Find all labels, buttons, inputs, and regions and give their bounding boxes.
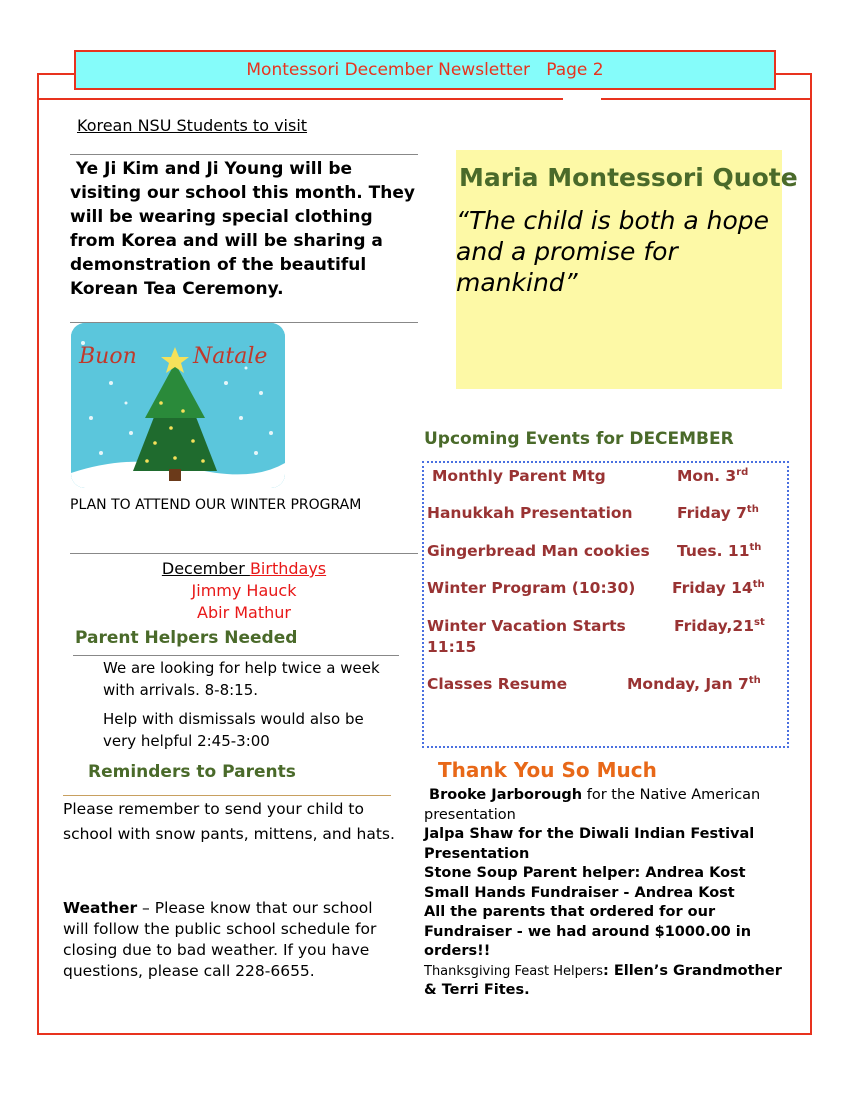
birthdays-heading: December Birthdays: [161, 559, 327, 578]
event-date: Friday,21st: [674, 617, 765, 636]
event-date: Monday, Jan 7th: [627, 675, 761, 694]
divider: [73, 655, 399, 656]
newsletter-header: [74, 50, 776, 90]
quote-text: “The child is both a hope and a promise for mankind”: [456, 206, 770, 297]
frame-top-rule: [37, 98, 812, 100]
reminders-heading: Reminders to Parents: [88, 762, 296, 782]
birthday-name: Jimmy Hauck: [191, 581, 297, 600]
event-name: Gingerbread Man cookies: [427, 542, 650, 560]
birthdays-block: [70, 558, 418, 624]
winter-program-note: PLAN TO ATTEND OUR WINTER PROGRAM: [70, 497, 362, 513]
thanks-line: Brooke Jarborough for the Native American presentation: [424, 787, 761, 823]
thanks-line: All the parents that ordered for our Fundraiser - we had around $1000.00 in orders!!: [424, 904, 752, 959]
thanks-line: Small Hands Fundraiser - Andrea Kost: [424, 884, 735, 901]
korean-text: Ye Ji Kim and Ji Young will be visiting our school this month. They will be wearing special clothing from Korea and will be sharing a demonstration of the beautiful Korean Tea Ceremony.: [70, 159, 421, 299]
korean-title: Korean NSU Students to visit: [77, 116, 308, 135]
thanks-line: Stone Soup Parent helper: Andrea Kost: [424, 865, 746, 881]
birthday-name: Abir Mathur: [197, 603, 291, 622]
svg-text:Buon: Buon: [79, 344, 137, 369]
weather-text: Weather – Please know that our school will follow the public school schedule for closing due to bad weather. If you have questions, please call 228-6655.: [63, 899, 377, 980]
divider: [70, 553, 418, 554]
reminders-text: Please remember to send your child to school with snow pants, mittens, and hats.: [63, 800, 395, 843]
thanks-text: [424, 786, 784, 1001]
quote-title: Maria Montessori Quote: [459, 163, 798, 192]
event-name-cont: 11:15: [427, 638, 477, 656]
christmas-card-image: [71, 323, 285, 488]
event-name: Monthly Parent Mtg: [432, 467, 606, 485]
event-name: Winter Program (10:30): [427, 579, 636, 597]
thanks-line: Jalpa Shaw for the Diwali Indian Festival Presentation: [424, 826, 755, 862]
event-date: Friday 7th: [677, 504, 759, 523]
helpers-heading: Parent Helpers Needed: [75, 628, 298, 648]
helpers-line: We are looking for help twice a week with arrivals. 8-8:15.: [103, 659, 380, 699]
event-name: Classes Resume: [427, 675, 568, 693]
event-date: Tues. 11th: [677, 542, 762, 561]
event-date: Mon. 3rd: [677, 467, 749, 486]
divider: [63, 795, 391, 796]
helpers-line: Help with dismissals would also be very helpful 2:45-3:00: [103, 710, 364, 750]
event-name: Winter Vacation Starts: [427, 617, 626, 635]
divider: [70, 154, 418, 155]
thanks-line: Thanksgiving Feast Helpers: Ellen’s Grandmother & Terri Fites.: [424, 962, 782, 998]
event-date: Friday 14th: [672, 579, 765, 598]
helpers-text: [103, 657, 393, 752]
thanks-heading: Thank You So Much: [438, 758, 657, 782]
frame-gap: [563, 96, 601, 102]
svg-text:Natale: Natale: [193, 344, 268, 369]
christmas-tree-icon: [71, 323, 285, 488]
events-heading: Upcoming Events for DECEMBER: [424, 429, 734, 449]
event-name: Hanukkah Presentation: [427, 504, 633, 522]
header-title: Montessori December Newsletter Page 2: [246, 60, 604, 80]
